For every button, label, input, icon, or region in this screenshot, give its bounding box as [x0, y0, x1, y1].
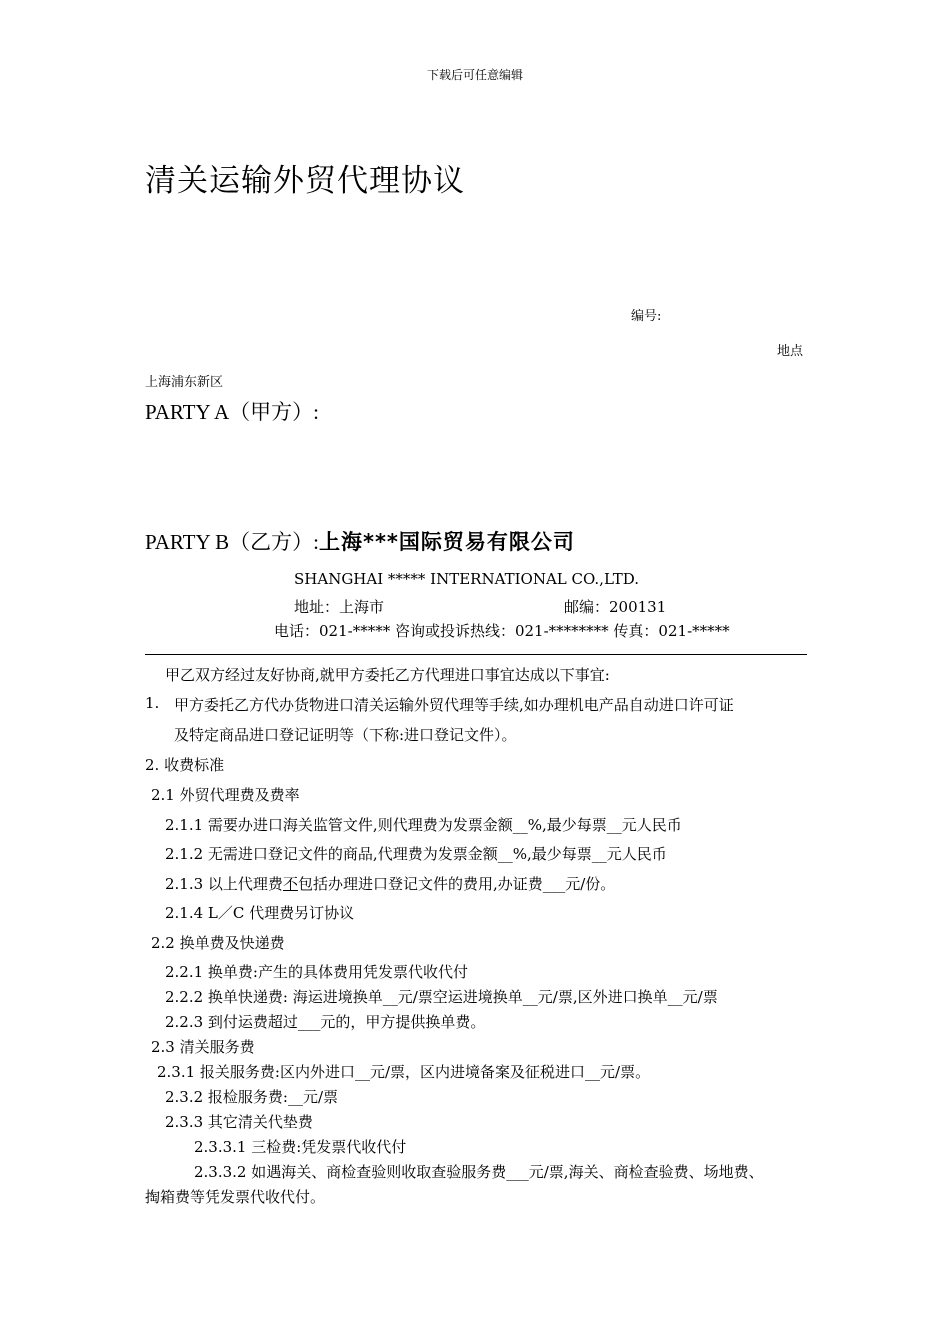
clause-2-2: 2.2 换单费及快递费: [151, 934, 285, 952]
company-postcode: 邮编：200131: [564, 598, 667, 616]
clause-2-3: 2.3 清关服务费: [151, 1038, 255, 1056]
header-divider: [145, 654, 807, 655]
clause-2-2-1: 2.2.1 换单费:产生的具体费用凭发票代收代付: [165, 963, 468, 981]
clause-2: 2. 收费标准: [145, 756, 225, 774]
clause-2-1-3-part-2: 包括办理进口登记文件的费用,办证费___元/份。: [297, 875, 616, 893]
clause-2-1-1: 2.1.1 需要办进口海关监管文件,则代理费为发票金额__%,最少每票__元人民币: [165, 816, 682, 834]
clause-2-3-3-1: 2.3.3.1 三检费:凭发票代收代付: [194, 1138, 407, 1156]
clause-2-1-3-part-1: 2.1.3 以上代理费: [165, 875, 283, 893]
clause-1-line-1: 甲方委托乙方代办货物进口清关运输外贸代理等手续,如办理机电产品自动进口许可证: [174, 696, 734, 714]
party-a-label: PARTY A（甲方）:: [145, 400, 319, 424]
place-label: 地点: [777, 344, 804, 359]
clause-2-2-3: 2.2.3 到付运费超过___元的，甲方提供换单费。: [165, 1013, 486, 1031]
clause-2-1-3-emphasis: 不: [282, 875, 298, 893]
clause-2-3-1: 2.3.1 报关服务费:区内外进口__元/票，区内进境备案及征税进口__元/票。: [157, 1063, 651, 1081]
clause-2-3-3-2-line-2: 掏箱费等凭发票代收代付。: [145, 1188, 326, 1206]
clause-1-line-2: 及特定商品进口登记证明等（下称:进口登记文件）。: [174, 726, 517, 744]
clause-2-3-2: 2.3.2 报检服务费:__元/票: [165, 1088, 339, 1106]
header-note: 下载后可任意编辑: [426, 68, 523, 82]
document-title: 清关运输外贸代理协议: [145, 163, 465, 199]
place-value: 上海浦东新区: [145, 375, 224, 390]
party-b-name: 上海***国际贸易有限公司: [318, 530, 575, 554]
clause-2-1-3: [165, 873, 615, 894]
clause-intro: 甲乙双方经过友好协商,就甲方委托乙方代理进口事宜达成以下事宜:: [165, 666, 610, 684]
clause-2-2-2: 2.2.2 换单快递费: 海运进境换单__元/票空运进境换单__元/票,区外进口换单__元/票: [165, 988, 718, 1006]
clause-2-1: 2.1 外贸代理费及费率: [151, 786, 300, 804]
company-address: 地址：上海市: [294, 598, 385, 616]
clause-2-1-4: 2.1.4 L／C 代理费另订协议: [165, 904, 355, 922]
company-contact: 电话：021-***** 咨询或投诉热线：021-******** 传真：021-*****: [274, 622, 730, 640]
clause-2-3-3: 2.3.3 其它清关代垫费: [165, 1113, 313, 1131]
party-b-label: PARTY B（乙方）:: [145, 530, 319, 554]
clause-2-3-3-2-line-1: 2.3.3.2 如遇海关、商检查验则收取查验服务费___元/票,海关、商检查验费、场地费、: [194, 1163, 764, 1181]
company-english-name: SHANGHAI ***** INTERNATIONAL CO.,LTD.: [294, 570, 639, 588]
number-label: 编号:: [631, 309, 662, 324]
clause-2-1-2: 2.1.2 无需进口登记文件的商品,代理费为发票金额__%,最少每票__元人民币: [165, 845, 667, 863]
party-b-line: [145, 526, 575, 556]
clause-1-number: 1.: [145, 694, 160, 712]
